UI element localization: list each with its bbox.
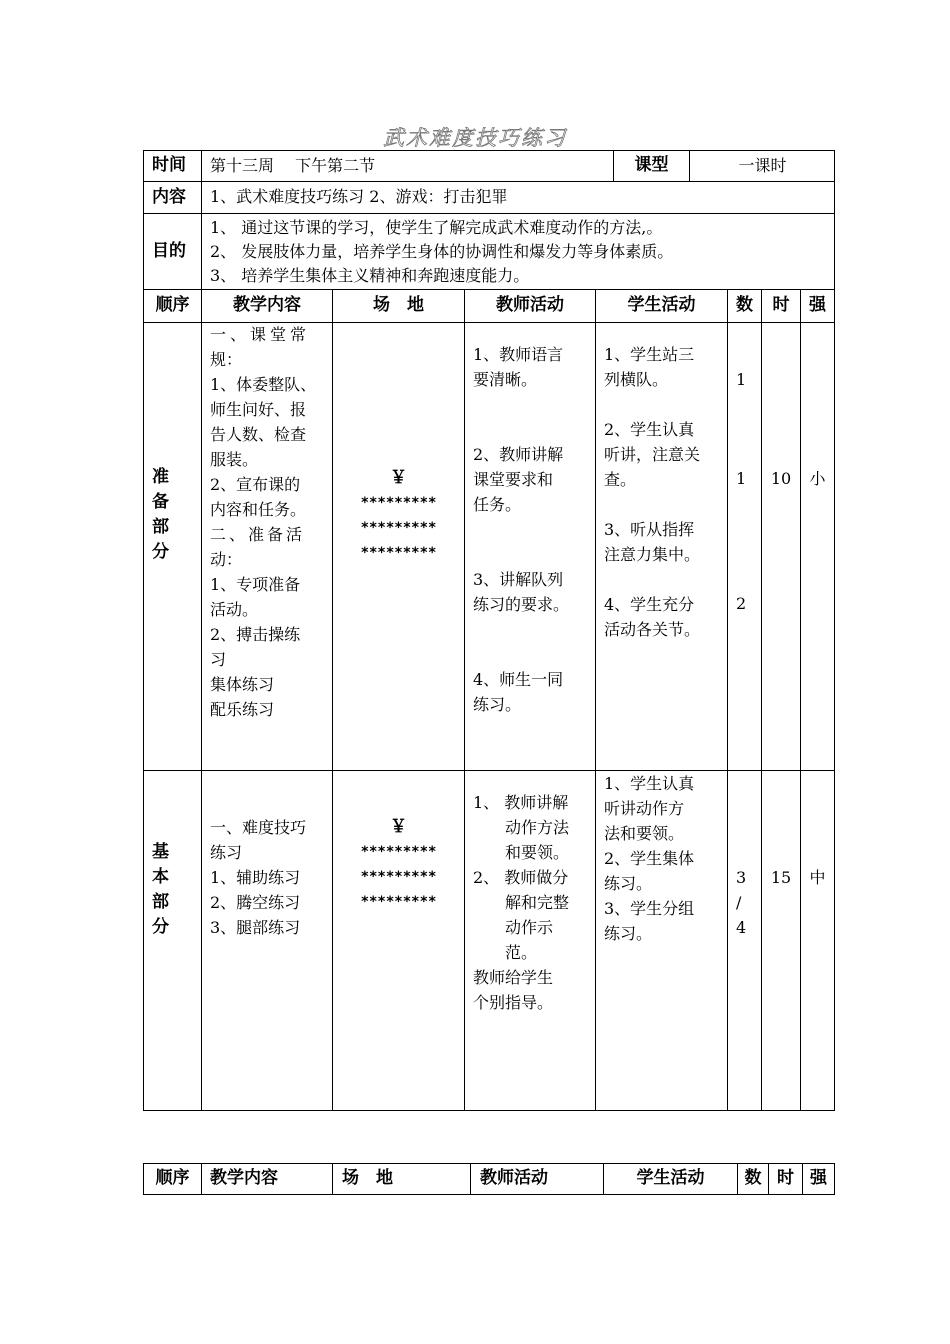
col-header-count: 数 [736, 295, 753, 315]
goal-line: 1、 通过这节课的学习，使学生了解完成武术难度动作的方法,。 [210, 218, 663, 237]
t2-col-count: 数 [744, 1168, 762, 1188]
goal-line: 3、 培养学生集体主义精神和奔跑速度能力。 [210, 266, 530, 285]
content-label: 内容 [152, 187, 186, 207]
content-value: 1、武术难度技巧练习 2、游戏：打击犯罪 [210, 187, 508, 206]
section-teacher-prep: 1、教师语言 要清晰。 2、教师讲解 课堂要求和 任务。 3、讲解队列 练习的要求。 4、师生一同 练习。 [473, 345, 570, 714]
section-count-basic: 3 / 4 [736, 868, 747, 937]
section-count-prep: 1 [736, 469, 747, 488]
col-header-venue: 场 地 [373, 295, 424, 315]
section-name-basic: 基 本 部 分 [152, 842, 169, 937]
col-header-intensity: 强 [809, 295, 826, 315]
t2-col-time: 时 [777, 1168, 794, 1188]
col-header-student: 学生活动 [627, 295, 696, 315]
t2-col-teacher: 教师活动 [480, 1168, 548, 1188]
col-header-time: 时 [772, 295, 790, 315]
t2-col-intensity: 强 [810, 1168, 827, 1188]
time-label: 时间 [152, 155, 186, 175]
section-venue-basic: ￥ ********* ********* ********* [360, 817, 437, 910]
goal-line: 2、 发展肢体力量，培养学生身体的协调性和爆发力等身体素质。 [210, 242, 674, 261]
goal-label: 目的 [152, 241, 186, 261]
document-title: 武术难度技巧练习 [383, 126, 567, 150]
section-count-prep: 2 [736, 594, 747, 613]
col-header-content: 教学内容 [233, 295, 301, 315]
time-value: 第十三周 下午第二节 [210, 156, 376, 175]
section-count-prep: 1 [736, 370, 747, 389]
type-label: 课型 [634, 155, 669, 175]
section-content-basic: 一、难度技巧 练习 1、辅助练习 2、腾空练习 3、腿部练习 [210, 818, 307, 937]
t2-col-venue: 场 地 [342, 1168, 393, 1188]
t2-col-order: 顺序 [155, 1168, 190, 1188]
section-time-basic: 15 [770, 868, 792, 887]
section-student-prep: 1、学生站三 列横队。 2、学生认真 听讲，注意关 查。 3、听从指挥 注意力集中。 4、学生充分 活动各关节。 [604, 345, 701, 639]
t2-col-student: 学生活动 [636, 1168, 705, 1188]
section-content-prep: 一、课堂常 规： 1、体委整队、 师生问好、报 告人数、检查 服装。 2、宣布课的 内容和任务。 二、准备活 动： 1、专项准备 活动。 2、搏击操练 习 集体练习 配乐练习 [210, 325, 317, 719]
t2-col-content: 教学内容 [210, 1168, 278, 1188]
section-teacher-basic: 1、 教师讲解 动作方法 和要领。 2、 教师做分 解和完整 动作示 范。 教师给学生 个别指导。 [473, 793, 570, 1012]
type-value: 一课时 [738, 156, 787, 175]
section-venue-prep: ￥ ********* ********* ********* [360, 468, 437, 561]
section-student-basic: 1、学生认真 听讲动作方 法和要领。 2、学生集体 练习。 3、学生分组 练习。 [604, 774, 695, 943]
section-intensity-basic: 中 [809, 868, 826, 887]
col-header-teacher: 教师活动 [496, 295, 564, 315]
section-name-prep: 准 备 部 分 [152, 467, 169, 562]
section-intensity-prep: 小 [809, 469, 826, 488]
col-header-order: 顺序 [155, 295, 190, 315]
section-time-prep: 10 [770, 469, 792, 488]
